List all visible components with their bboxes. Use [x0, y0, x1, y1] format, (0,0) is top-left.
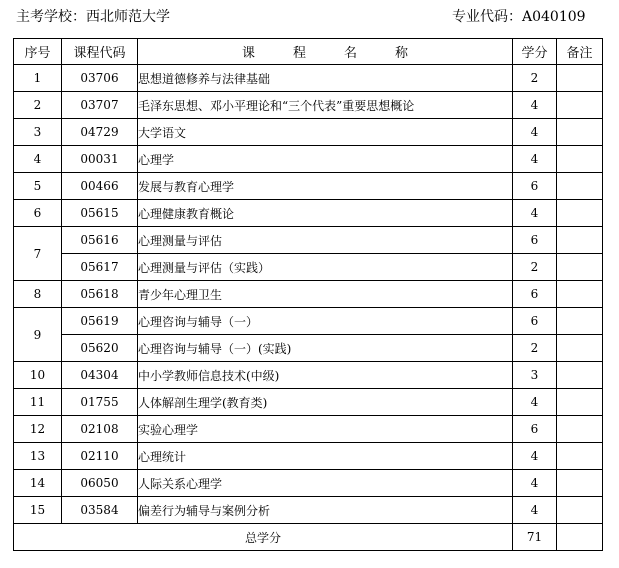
- row-code: 03707: [62, 92, 138, 119]
- row-course-name: 毛泽东思想、邓小平理论和“三个代表”重要思想概论: [138, 92, 513, 119]
- row-credit: 4: [513, 470, 557, 497]
- row-course-name: 偏差行为辅导与案例分析: [138, 497, 513, 524]
- row-course-name: 心理统计: [138, 443, 513, 470]
- row-credit: 6: [513, 227, 557, 254]
- row-note: [557, 362, 603, 389]
- row-note: [557, 497, 603, 524]
- row-credit: 4: [513, 92, 557, 119]
- row-note: [557, 335, 603, 362]
- table-row: [14, 497, 603, 524]
- row-code: 00466: [62, 173, 138, 200]
- table-row: [14, 389, 603, 416]
- row-code: 05616: [62, 227, 138, 254]
- row-no: 11: [14, 389, 62, 416]
- col-header-no: 序号: [14, 39, 62, 65]
- row-no: 1: [14, 65, 62, 92]
- table-row: [14, 200, 603, 227]
- row-no: 5: [14, 173, 62, 200]
- table-row: [14, 470, 603, 497]
- row-code: 01755: [62, 389, 138, 416]
- total-credits: 71: [513, 524, 557, 551]
- table-row: [14, 416, 603, 443]
- row-no: 14: [14, 470, 62, 497]
- row-credit: 4: [513, 443, 557, 470]
- row-code: 02110: [62, 443, 138, 470]
- table-header-row: [14, 39, 603, 65]
- row-note: [557, 146, 603, 173]
- row-note: [557, 281, 603, 308]
- row-credit: 3: [513, 362, 557, 389]
- table-row: [14, 173, 603, 200]
- table-row: [14, 281, 603, 308]
- row-code: 05615: [62, 200, 138, 227]
- row-course-name: 心理测量与评估: [138, 227, 513, 254]
- row-code: 05618: [62, 281, 138, 308]
- row-no: 13: [14, 443, 62, 470]
- row-credit: 2: [513, 335, 557, 362]
- row-no: 4: [14, 146, 62, 173]
- col-header-credit: 学分: [513, 39, 557, 65]
- row-credit: 2: [513, 65, 557, 92]
- row-code: 04304: [62, 362, 138, 389]
- row-note: [557, 119, 603, 146]
- row-note: [557, 65, 603, 92]
- row-course-name: 发展与教育心理学: [138, 173, 513, 200]
- row-note: [557, 254, 603, 281]
- row-no: 10: [14, 362, 62, 389]
- col-header-name: 课程名称: [138, 39, 513, 65]
- row-no: 7: [14, 227, 62, 281]
- row-code: 03584: [62, 497, 138, 524]
- row-no: 2: [14, 92, 62, 119]
- row-note: [557, 227, 603, 254]
- total-row: [14, 524, 603, 551]
- total-label: 总学分: [14, 524, 513, 551]
- row-note: [557, 470, 603, 497]
- row-credit: 4: [513, 146, 557, 173]
- row-code: 03706: [62, 65, 138, 92]
- row-no: 12: [14, 416, 62, 443]
- row-note: [557, 92, 603, 119]
- row-course-name: 中小学教师信息技术(中级): [138, 362, 513, 389]
- row-code: 02108: [62, 416, 138, 443]
- row-note: [557, 416, 603, 443]
- row-credit: 6: [513, 308, 557, 335]
- table-row: [14, 65, 603, 92]
- table-row: [14, 119, 603, 146]
- table-row: [14, 308, 603, 335]
- row-no: 8: [14, 281, 62, 308]
- table-row: [14, 227, 603, 254]
- course-table: [13, 38, 603, 551]
- table-row: [14, 335, 603, 362]
- col-header-note: 备注: [557, 39, 603, 65]
- row-credit: 4: [513, 119, 557, 146]
- row-course-name: 心理健康教育概论: [138, 200, 513, 227]
- row-credit: 4: [513, 389, 557, 416]
- row-course-name: 人体解剖生理学(教育类): [138, 389, 513, 416]
- row-credit: 4: [513, 200, 557, 227]
- table-row: [14, 443, 603, 470]
- row-course-name: 实验心理学: [138, 416, 513, 443]
- row-no: 6: [14, 200, 62, 227]
- row-no: 15: [14, 497, 62, 524]
- row-course-name: 心理学: [138, 146, 513, 173]
- row-course-name: 大学语文: [138, 119, 513, 146]
- row-code: 04729: [62, 119, 138, 146]
- table-row: [14, 254, 603, 281]
- row-note: [557, 443, 603, 470]
- row-course-name: 心理咨询与辅导（一）: [138, 308, 513, 335]
- row-credit: 6: [513, 173, 557, 200]
- col-header-code: 课程代码: [62, 39, 138, 65]
- row-code: 05620: [62, 335, 138, 362]
- row-code: 00031: [62, 146, 138, 173]
- row-note: [557, 389, 603, 416]
- row-credit: 2: [513, 254, 557, 281]
- major-code-label: 专业代码：A040109: [452, 9, 586, 25]
- exam-school-label: 主考学校：西北师范大学: [16, 9, 170, 25]
- row-course-name: 人际关系心理学: [138, 470, 513, 497]
- row-code: 05617: [62, 254, 138, 281]
- row-credit: 4: [513, 497, 557, 524]
- table-row: [14, 92, 603, 119]
- row-course-name: 青少年心理卫生: [138, 281, 513, 308]
- total-note: [557, 524, 603, 551]
- row-code: 06050: [62, 470, 138, 497]
- row-credit: 6: [513, 281, 557, 308]
- row-note: [557, 200, 603, 227]
- row-note: [557, 173, 603, 200]
- row-code: 05619: [62, 308, 138, 335]
- row-credit: 6: [513, 416, 557, 443]
- row-note: [557, 308, 603, 335]
- row-no: 3: [14, 119, 62, 146]
- row-no: 9: [14, 308, 62, 362]
- row-course-name: 心理测量与评估（实践）: [138, 254, 513, 281]
- table-row: [14, 146, 603, 173]
- row-course-name: 心理咨询与辅导（一）(实践): [138, 335, 513, 362]
- row-course-name: 思想道德修养与法律基础: [138, 65, 513, 92]
- table-row: [14, 362, 603, 389]
